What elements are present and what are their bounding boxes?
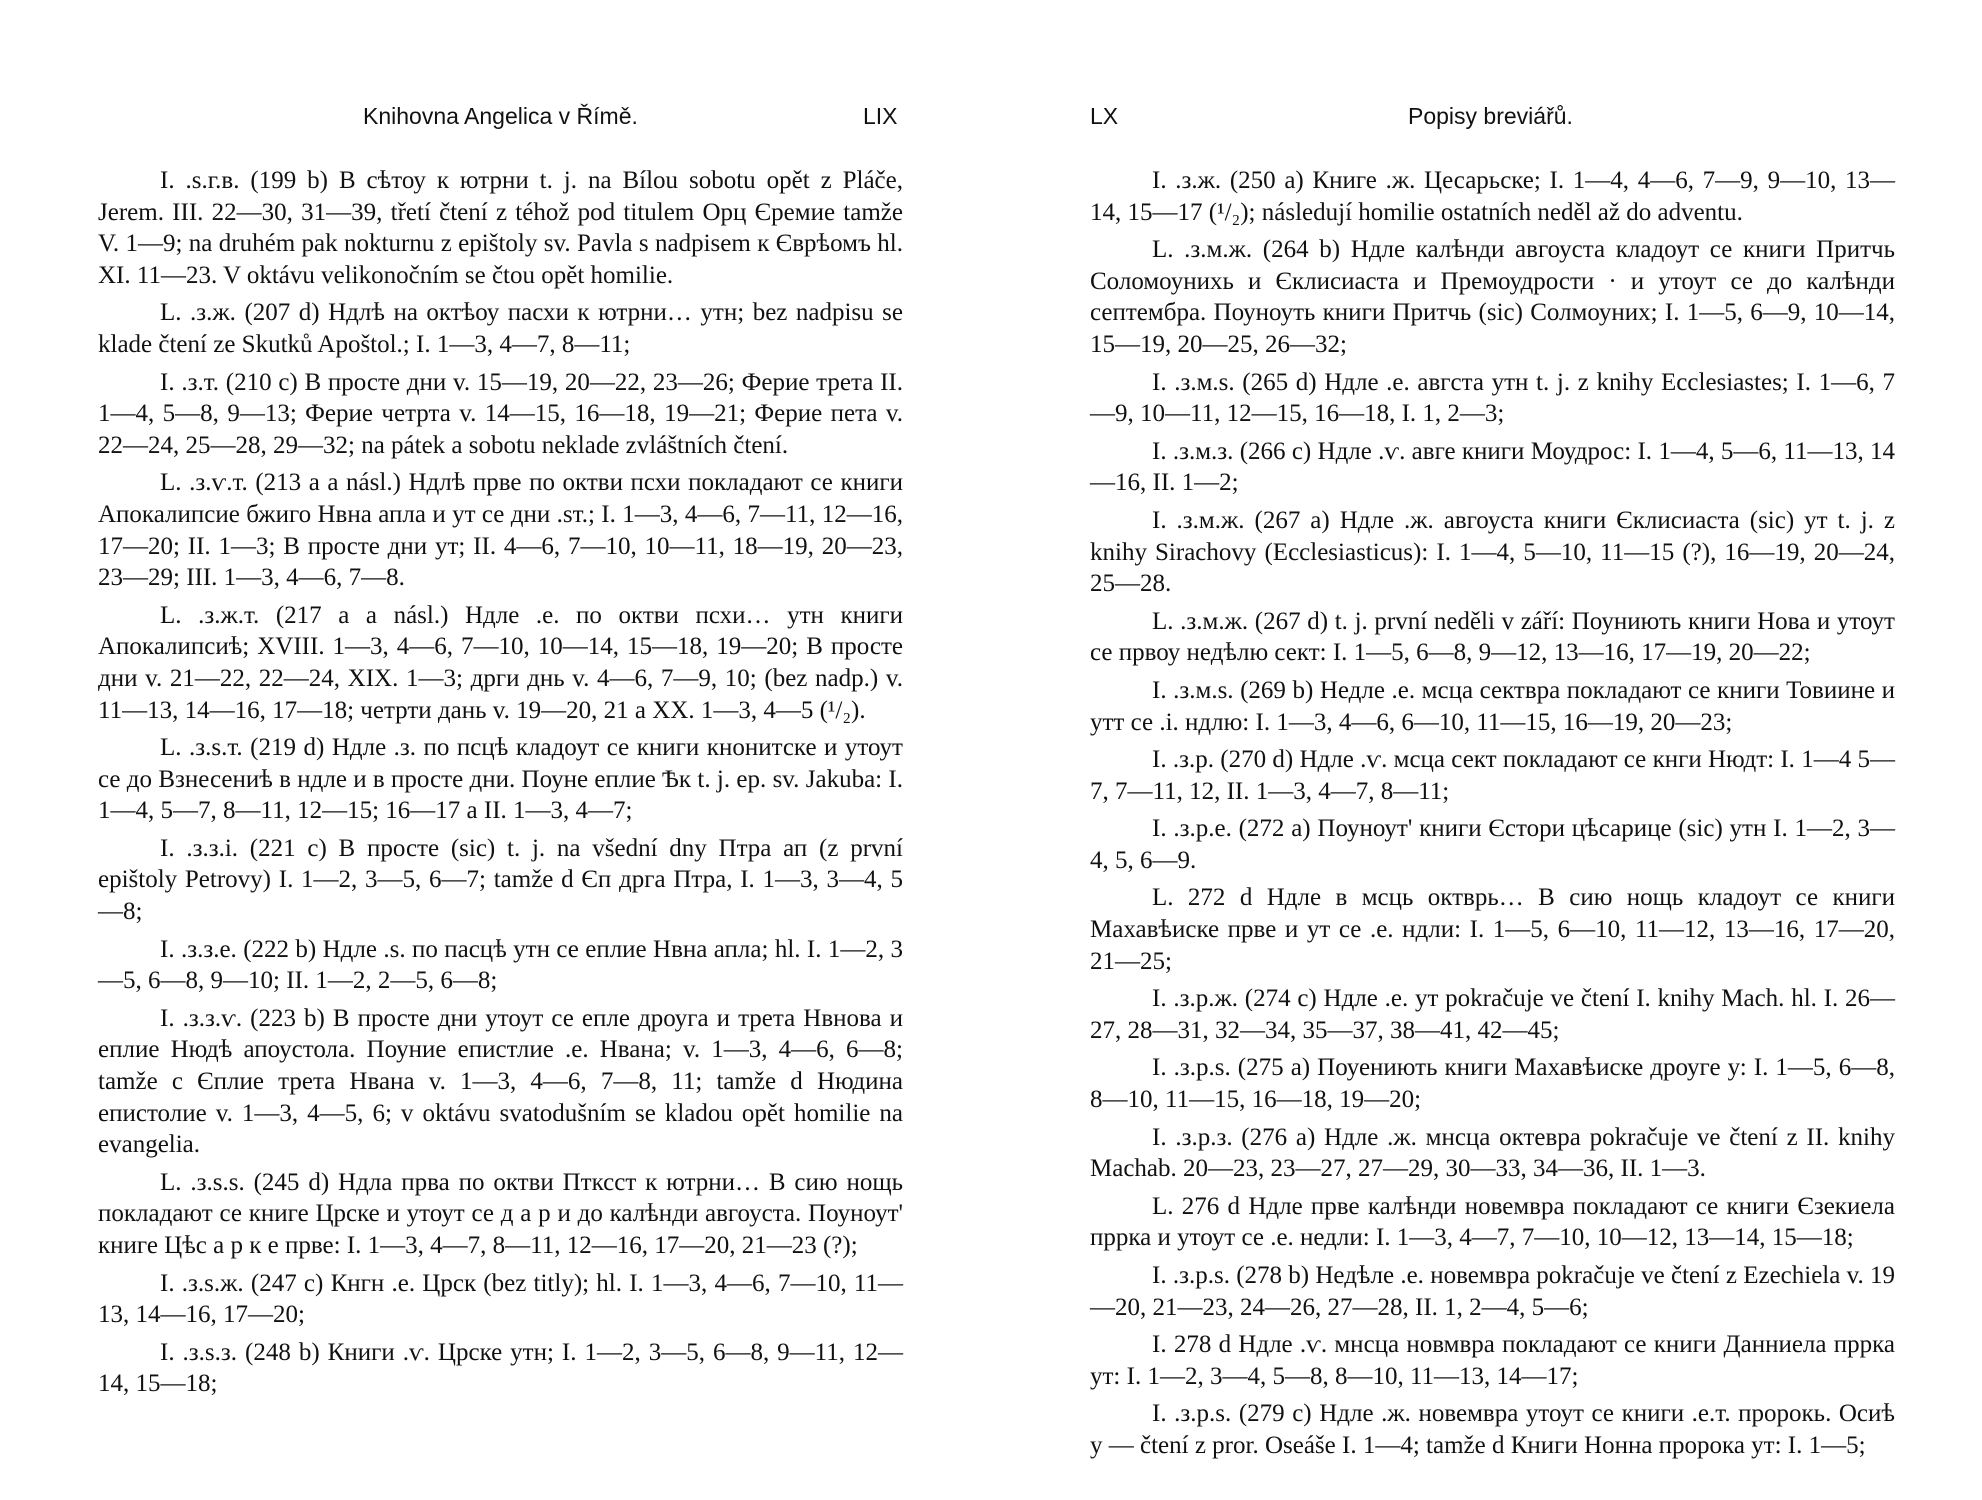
left-page-body <box>98 165 903 1400</box>
left-page <box>98 95 903 1406</box>
paragraph: I. .з.м.ѕ. (265 d) Ндле .е. авгста утн t. j. z knihy Ecclesiastes; I. 1—6, 7—9, 10—11, 12—15, 16—18, I. 1, 2—3; <box>1090 368 1895 428</box>
right-page-body <box>1090 165 1895 1462</box>
paragraph: L. .з.м.ж. (267 d) t. j. první neděli v září: Поуниють книги Нова и утоут се првоу недѣлю сект: I. 1—5, 6—8, 9—12, 13—16, 17—19, 20—22; <box>1090 607 1895 667</box>
paragraph: I. .з.т. (210 c) В просте дни v. 15—19, 20—22, 23—26; Ферие трета II. 1—4, 5—8, 9—13; Ферие четрта v. 14—15, 16—18, 19—21; Ферие пета v. 22—24, 25—28, 29—32; na pátek a sobotu neklade zvláštních čtení. <box>98 368 903 459</box>
paragraph: I. .з.р. (270 d) Ндле .ѵ. мсца сект покладают се кнги Нюдт: I. 1—4 5—7, 7—11, 12, II. 1—3, 4—7, 8—11; <box>1090 746 1895 805</box>
running-title: Popisy breviářů. <box>1408 103 1573 129</box>
page-number: LX <box>1090 103 1119 129</box>
paragraph: I. .з.р.ѕ. (279 c) Ндле .ж. новемвра утоут се книги .е.т. пророкь. Осиѣ у — čtení z pror. Oseáše I. 1—4; tamže d Книги Нонна пророка ут: I. 1—5; <box>1090 1400 1895 1459</box>
paragraph: L. .з.ѵ.т. (213 a a násl.) Ндлѣ прве по октви псхи покладают се книги Апокалипсие бжиго Нвна апла и ут се дни .ѕт.; I. 1—3, 4—6, 7—11, 12—16, 17—20; II. 1—3; В просте дни ут; II. 4—6, 7—10, 10—11, 18—19, 20—23, 23—29; III. 1—3, 4—6, 7—8. <box>98 469 903 592</box>
paragraph: I. .з.ж. (250 a) Книге .ж. Цесарьске; I. 1—4, 4—6, 7—9, 9—10, 13—14, 15—17 (¹/₂); následují homilie ostatních neděl až do adventu. <box>1090 167 1895 226</box>
right-page-header <box>1090 95 1895 135</box>
paragraph: I. .з.ѕ.ж. (247 c) Кнгн .е. Црск (bez titly); hl. I. 1—3, 4—6, 7—10, 11—13, 14—16, 17—20; <box>98 1269 903 1329</box>
paragraph: I. .з.з.е. (222 b) Ндле .ѕ. по пасцѣ утн се еплие Нвна апла; hl. I. 1—2, 3—5, 6—8, 9—10; II. 1—2, 2—5, 6—8; <box>98 935 903 995</box>
paragraph: I. .з.з.і. (221 c) В просте (sic) t. j. na všední dny Птра ап (z první epištoly Petrovy) I. 1—2, 3—5, 6—7; tamže d Єп дрга Птра, I. 1—3, 3—4, 5—8; <box>98 834 903 926</box>
paragraph: L. .з.ж.т. (217 a a násl.) Ндле .е. по октви псхи… утн книги Апокалипсиѣ; XVIII. 1—3, 4—6, 7—10, 10—14, 15—18, 19—20; В просте дни v. 21—22, 22—24, XIX. 1—3; дрги днь v. 4—6, 7—9, 10; (bez nadp.) v. 11—13, 14—16, 17—18; четрти дань v. 19—20, 21 a XX. 1—3, 4—5 (¹/₂). <box>98 601 903 724</box>
paragraph: I. .з.р.ж. (274 c) Ндле .е. ут pokračuje ve čtení I. knihy Mach. hl. I. 26—27, 28—31, 32—34, 35—37, 38—41, 42—45; <box>1090 985 1895 1044</box>
paragraph: I. .з.р.з. (276 a) Ндле .ж. мнсца октевра pokračuje ve čtení z II. knihy Machab. 20—23, 23—27, 27—29, 30—33, 34—36, II. 1—3. <box>1090 1123 1895 1183</box>
paragraph: I. .з.р.ѕ. (275 a) Поуениють книги Махавѣиске дроуге у: I. 1—5, 6—8, 8—10, 11—15, 16—18, 19—20; <box>1090 1054 1895 1114</box>
paragraph: L. .з.ѕ.т. (219 d) Ндле .з. по псцѣ кладоут се книги кнонитске и утоут се до Взнесениѣ в ндле и в просте дни. Поуне еплие Ѣк t. j. ep. sv. Jakuba: I. 1—4, 5—7, 8—11, 12—15; 16—17 a II. 1—3, 4—7; <box>98 734 903 825</box>
paragraph: L. .з.ѕ.ѕ. (245 d) Ндла прва по октви Птксст к ютрни… В сию нощь покладают се книге Црске и утоут се д а р и до калѣнди авгоуста. Поуноут' книге Цѣс а р к е прве: I. 1—3, 4—7, 8—11, 12—16, 17—20, 21—23 (?); <box>98 1168 903 1259</box>
paragraph: L. 276 d Ндле прве калѣнди новемвра покладают се книги Єзекиела пррка и утоут се .е. недли: I. 1—3, 4—7, 7—10, 10—12, 13—14, 15—18; <box>1090 1192 1895 1252</box>
paragraph: L. 272 d Ндле в мсць октврь… В сию нощь кладоут се книги Махавѣиске прве и ут се .е. ндли: I. 1—5, 6—10, 11—12, 13—16, 17—20, 21—25; <box>1090 884 1895 975</box>
paragraph: I. .з.м.ѕ. (269 b) Недле .е. мсца сектвра покладают се книги Товиине и утт се .і. ндлю: I. 1—3, 4—6, 6—10, 11—15, 16—19, 20—23; <box>1090 676 1895 736</box>
paragraph: I. .з.р.ѕ. (278 b) Недѣле .е. новемвра pokračuje ve čtení z Ezechiela v. 19—20, 21—23, 24—26, 27—28, II. 1, 2—4, 5—6; <box>1090 1262 1895 1321</box>
running-title: Knihovna Angelica v Římě. <box>363 103 638 129</box>
paragraph: I. .з.р.е. (272 a) Поуноут' книги Єстори цѣсарице (sic) утн I. 1—2, 3—4, 5, 6—9. <box>1090 815 1895 874</box>
paragraph: I. .з.з.ѵ. (223 b) В просте дни утоут се епле дроуга и трета Нвнова и еплие Нюдѣ апоустола. Поуние епистлие .е. Нвана; v. 1—3, 4—6, 6—8; tamže c Єплие трета Нвана v. 1—3, 4—6, 7—8, 11; tamže d Нюдина епистолие v. 1—3, 4—5, 6; v oktávu svatodušním se kladou opět homilie na evangelia. <box>98 1004 903 1159</box>
paragraph: L. .з.м.ж. (264 b) Ндле калѣнди авгоуста кладоут се книги Притчь Соломоунихь и Єклисиаста и Премоудрости · и утоут се до калѣнди септембра. Поуноуть книги Притчь (sic) Солмоуних; I. 1—5, 6—9, 10—14, 15—19, 20—25, 26—32; <box>1090 236 1895 358</box>
paragraph: I. .з.ѕ.з. (248 b) Книги .ѵ. Црске утн; I. 1—2, 3—5, 6—8, 9—11, 12—14, 15—18; <box>98 1338 903 1398</box>
paragraph: I. .ѕ.г.в. (199 b) В сѣтоу к ютрни t. j. na Bílou sobotu opět z Pláče, Jerem. III. 22—30, 31—39, třetí čtení z téhož pod titulem Орц Єремие tamže V. 1—9; na druhém pak nokturnu z epištoly sv. Pavla s nadpisem к Єврѣомъ hl. XI. 11—23. V oktávu velikonočním se čtou opět homilie. <box>98 167 903 289</box>
right-page <box>1090 95 1895 1468</box>
page-number: LIX <box>863 103 898 129</box>
paragraph: L. .з.ж. (207 d) Ндлѣ на октѣоу пасхи к ютрни… утн; bez nadpisu se klade čtení ze Skutků Apoštol.; I. 1—3, 4—7, 8—11; <box>98 299 903 358</box>
paragraph: I. .з.м.з. (266 c) Ндле .ѵ. авге книги Моудрос: I. 1—4, 5—6, 11—13, 14—16, II. 1—2; <box>1090 437 1895 497</box>
paragraph: I. .з.м.ж. (267 a) Ндле .ж. авгоуста книги Єклисиаста (sic) ут t. j. z knihy Sirachovy (Ecclesiasticus): I. 1—4, 5—10, 11—15 (?), 16—19, 20—24, 25—28. <box>1090 506 1895 598</box>
paragraph: I. 278 d Ндле .ѵ. мнсца новмвра покладают се книги Данниела пррка ут: I. 1—2, 3—4, 5—8, 8—10, 11—13, 14—17; <box>1090 1331 1895 1390</box>
left-page-header <box>98 95 903 135</box>
